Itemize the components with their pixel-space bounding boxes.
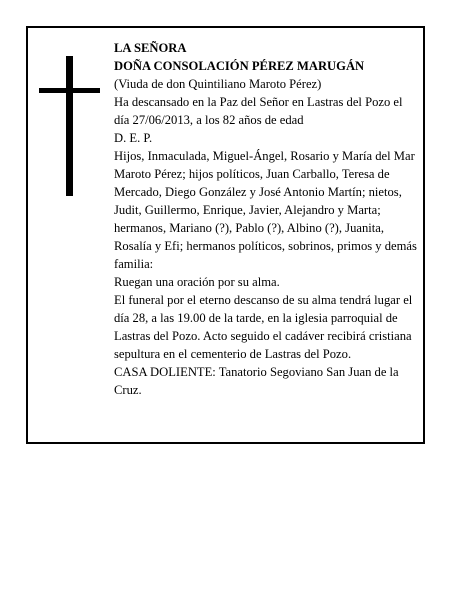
mourning-house: CASA DOLIENTE: Tanatorio Segoviano San Juan de la Cruz.: [114, 365, 399, 397]
obituary-notice-frame: [26, 26, 425, 444]
rip-line: D. E. P.: [114, 131, 153, 145]
death-statement: Ha descansado en la Paz del Señor en Lastras del Pozo el día 27/06/2013, a los 82 años de edad: [114, 95, 403, 127]
cross-icon-horizontal-bar: [39, 88, 100, 93]
funeral-details: El funeral por el eterno descanso de su alma tendrá lugar el día 28, a las 19.00 de la tarde, en la iglesia parroquial de Lastras del Pozo. Acto seguido el cadáver recibirá cristiana sepultura en el cementerio de Lastras del Pozo.: [114, 293, 413, 361]
notice-heading-title: LA SEÑORA: [114, 41, 187, 55]
obituary-text: [114, 39, 418, 399]
cross-icon-vertical-bar: [66, 56, 73, 196]
deceased-name: DOÑA CONSOLACIÓN PÉREZ MARUGÁN: [114, 59, 365, 73]
prayer-request: Ruegan una oración por su alma.: [114, 275, 280, 289]
family-list: Hijos, Inmaculada, Miguel-Ángel, Rosario y María del Mar Maroto Pérez; hijos políticos, Juan Carballo, Teresa de Mercado, Diego González y José Antonio Martín; nietos, Judit, Guillermo, Enrique, Javier, Alejandro y Marta; hermanos, Mariano (?), Pablo (?), Albino (?), Juanita, Rosalía y Efi; hermanos políticos, sobrinos, primos y demás familia:: [114, 149, 417, 271]
widow-subtitle: (Viuda de don Quintiliano Maroto Pérez): [114, 77, 322, 91]
